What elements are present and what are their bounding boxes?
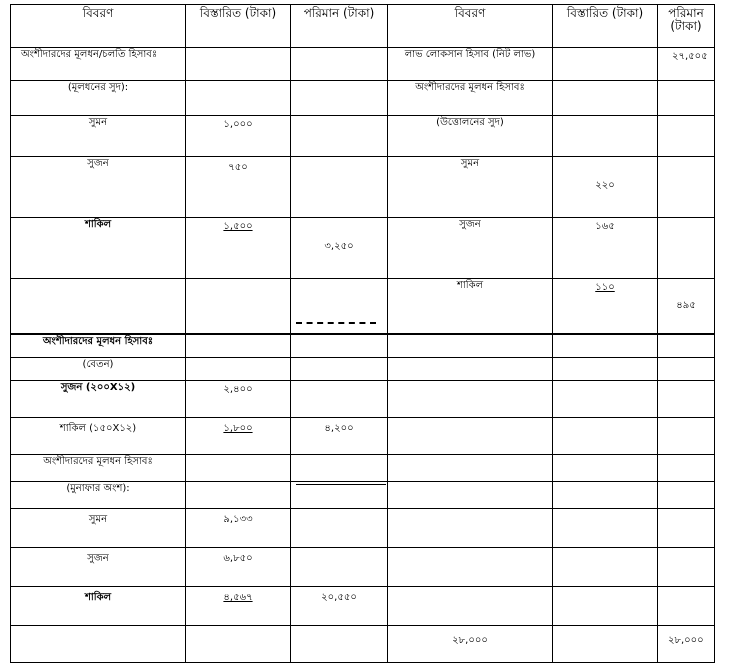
left-suman: সুমন — [11, 116, 186, 157]
table-row — [11, 418, 715, 455]
right-sujon-drawings-interest: ১৬৫ — [553, 218, 658, 279]
right-sujon: সুজন — [388, 218, 553, 279]
right-suman: সুমন — [388, 157, 553, 218]
table-row — [11, 81, 715, 116]
left-shakil-salary-label: শাকিল (১৫০X১২) — [11, 418, 186, 455]
table-row — [11, 48, 715, 81]
right-shakil-drawings-interest: ১১০ — [553, 279, 658, 335]
left-interest-total: ৩,২৫০ — [291, 218, 388, 279]
right-pl-account: লাভ লোকসান হিসাব (নিট লাভ) — [388, 48, 553, 81]
table-row — [11, 455, 715, 482]
left-suman-profit: ৯,১৩৩ — [186, 509, 291, 548]
totals-row — [11, 626, 715, 663]
right-interest-on-drawings: (উত্তোলনের সুদ) — [388, 116, 553, 157]
left-sujon-salary-label: সুজন (২০০X১২) — [11, 381, 186, 418]
left-grand-total: ২৮,০০০ — [388, 626, 553, 663]
header-left-detail: বিস্তারিত (টাকা) — [186, 5, 291, 48]
left-current-account-title: অংশীদারদের মূলধন/চলতি হিসাবঃ — [11, 48, 186, 81]
left-capital-account-title-1: অংশীদারদের মূলধন হিসাবঃ — [11, 334, 186, 358]
right-drawings-interest-total: ৪৯৫ — [658, 279, 715, 335]
left-salary-total: ৪,২০০ — [291, 418, 388, 455]
header-left-amount: পরিমান (টাকা) — [291, 5, 388, 48]
right-shakil: শাকিল — [388, 279, 553, 335]
table-row — [11, 218, 715, 279]
right-suman-drawings-interest: ২২০ — [553, 157, 658, 218]
left-interest-on-capital: (মূলধনের সুদ): — [11, 81, 186, 116]
left-shakil-interest: ১,৫০০ — [186, 218, 291, 279]
left-sujon-profit: ৬,৮৫০ — [186, 548, 291, 587]
right-net-profit: ২৭,৫০৫ — [658, 48, 715, 81]
left-shakil: শাকিল — [11, 218, 186, 279]
table-row — [11, 548, 715, 587]
table-row — [11, 279, 715, 335]
table-row — [11, 157, 715, 218]
header-right-detail: বিস্তারিত (টাকা) — [553, 5, 658, 48]
left-shakil-salary: ১,৮০০ — [186, 418, 291, 455]
left-suman-interest: ১,০০০ — [186, 116, 291, 157]
left-capital-account-title-2: অংশীদারদের মূলধন হিসাবঃ — [11, 455, 186, 482]
left-sujon-2: সুজন — [11, 548, 186, 587]
table-row — [11, 116, 715, 157]
header-right-desc: বিবরণ — [388, 5, 553, 48]
table-row — [11, 482, 715, 509]
left-suman-2: সুমন — [11, 509, 186, 548]
left-profit-total: ২০,৫৫০ — [291, 587, 388, 626]
left-sujon-interest: ৭৫০ — [186, 157, 291, 218]
appropriation-account-table — [10, 4, 715, 663]
left-shakil-2: শাকিল — [11, 587, 186, 626]
table-row — [11, 509, 715, 548]
table-row — [11, 587, 715, 626]
table-row — [11, 334, 715, 358]
header-left-desc: বিবরণ — [11, 5, 186, 48]
left-salary: (বেতন) — [11, 358, 186, 381]
left-sujon: সুজন — [11, 157, 186, 218]
table-row — [11, 381, 715, 418]
table-row — [11, 358, 715, 381]
right-grand-total: ২৮,০০০ — [658, 626, 715, 663]
header-right-amount: পরিমান (টাকা) — [658, 5, 715, 48]
header-row — [11, 5, 715, 48]
divider — [296, 322, 376, 324]
left-sujon-salary: ২,৪০০ — [186, 381, 291, 418]
left-profit-share: (মুনাফার অংশ): — [11, 482, 186, 509]
right-capital-account-title: অংশীদারদের মূলধন হিসাবঃ — [388, 81, 553, 116]
divider — [296, 484, 386, 485]
left-shakil-profit: ৪,৫৬৭ — [186, 587, 291, 626]
